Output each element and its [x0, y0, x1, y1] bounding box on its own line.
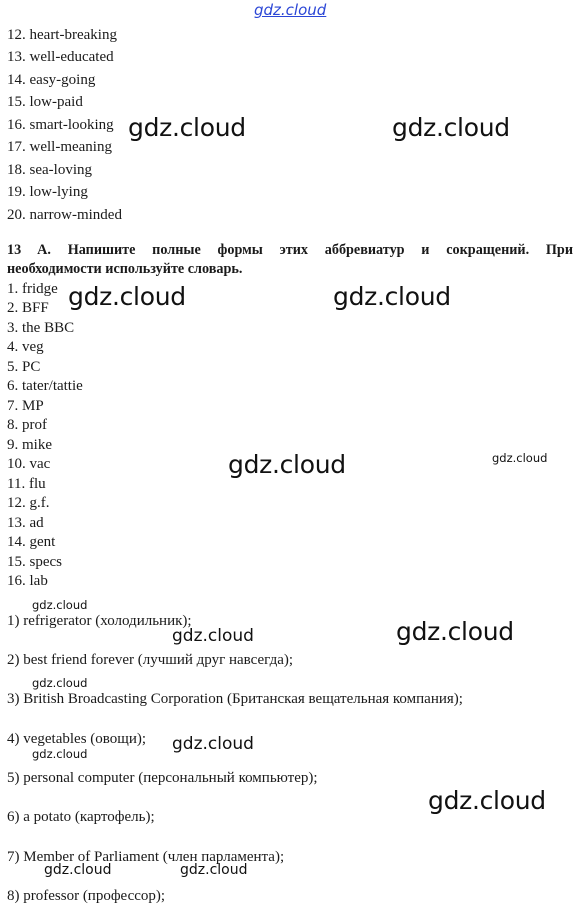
- task-heading: 13 A. Напишите полные формы этих аббревиатур и сокращений. При: [7, 242, 573, 258]
- list-item: 13. ad: [7, 515, 44, 531]
- answer-item: 4) vegetables (овощи);: [7, 731, 147, 747]
- list-item: 15. specs: [7, 554, 62, 570]
- list-item: 17. well-meaning: [7, 139, 112, 155]
- list-item: 16. lab: [7, 573, 48, 589]
- answer-item: 6) a potato (картофель);: [7, 809, 155, 825]
- watermark: gdz.cloud: [32, 747, 88, 761]
- list-item: 19. low-lying: [7, 184, 88, 200]
- watermark: gdz.cloud: [333, 282, 451, 311]
- watermark: gdz.cloud: [428, 786, 546, 815]
- list-item: 3. the BBC: [7, 320, 75, 336]
- list-item: 15. low-paid: [7, 94, 83, 110]
- watermark: gdz.cloud: [32, 676, 88, 690]
- list-item: 1. fridge: [7, 281, 58, 297]
- list-item: 20. narrow-minded: [7, 207, 122, 223]
- watermark: gdz.cloud: [180, 862, 248, 878]
- list-item: 18. sea-loving: [7, 162, 92, 178]
- watermark: gdz.cloud: [392, 113, 510, 142]
- list-item: 7. MP: [7, 398, 44, 414]
- answer-item: 3) British Broadcasting Corporation (Британская вещательная компания);: [7, 691, 463, 707]
- list-item: 14. easy-going: [7, 72, 96, 88]
- answer-item: 1) refrigerator (холодильник);: [7, 613, 192, 629]
- list-item: 9. mike: [7, 437, 52, 453]
- answer-item: 8) professor (профессор);: [7, 888, 166, 904]
- watermark: gdz.cloud: [172, 626, 254, 646]
- watermark: gdz.cloud: [172, 734, 254, 754]
- list-item: 13. well-educated: [7, 49, 114, 65]
- answer-item: 7) Member of Parliament (член парламента);: [7, 849, 285, 865]
- watermark: gdz.cloud: [44, 862, 112, 878]
- watermark: gdz.cloud: [396, 617, 514, 646]
- list-item: 2. BFF: [7, 300, 49, 316]
- list-item: 6. tater/tattie: [7, 378, 83, 394]
- answer-item: 2) best friend forever (лучший друг навсегда);: [7, 652, 294, 668]
- watermark-top: gdz.cloud: [254, 1, 327, 19]
- list-item: 10. vac: [7, 456, 51, 472]
- watermark: gdz.cloud: [68, 282, 186, 311]
- list-item: 12. heart-breaking: [7, 27, 117, 43]
- list-item: 5. PC: [7, 359, 41, 375]
- list-item: 16. smart-looking: [7, 117, 114, 133]
- list-item: 11. flu: [7, 476, 46, 492]
- watermark: gdz.cloud: [32, 598, 88, 612]
- task-heading-line2: необходимости используйте словарь.: [7, 261, 243, 277]
- watermark: gdz.cloud: [228, 450, 346, 479]
- answer-item: 5) personal computer (персональный компьютер);: [7, 770, 318, 786]
- watermark: gdz.cloud: [492, 451, 548, 465]
- list-item: 8. prof: [7, 417, 47, 433]
- watermark: gdz.cloud: [128, 113, 246, 142]
- list-item: 14. gent: [7, 534, 56, 550]
- list-item: 12. g.f.: [7, 495, 50, 511]
- list-item: 4. veg: [7, 339, 44, 355]
